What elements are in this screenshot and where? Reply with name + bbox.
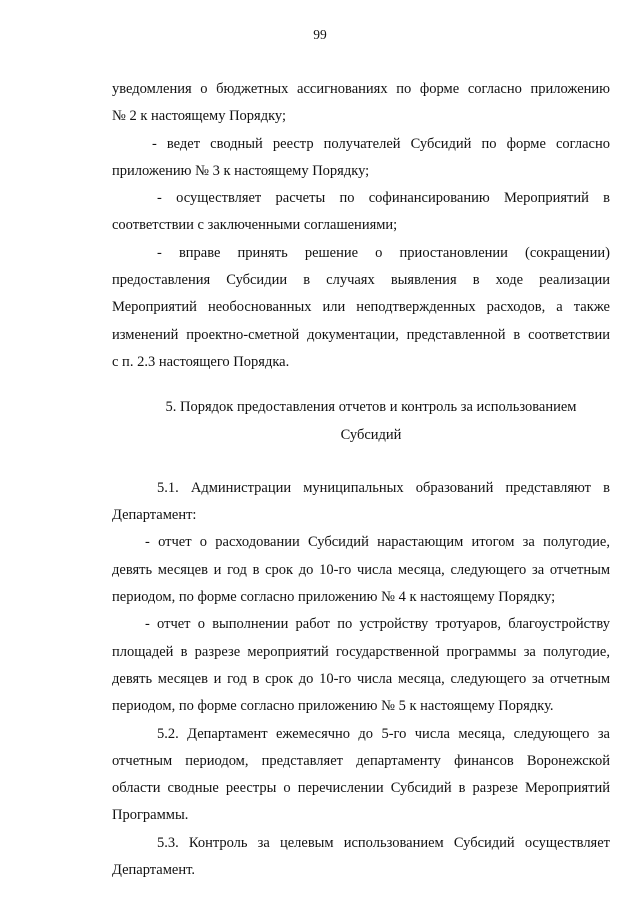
text-line: изменений проектно-сметной документации, представленной в соответствии: [112, 326, 610, 343]
document-body: [112, 76, 610, 884]
text-line: № 2 к настоящему Порядку;: [112, 108, 287, 125]
section-heading-line: 5. Порядок предоставления отчетов и контроль за использованием: [165, 399, 577, 416]
text-line: Департамент.: [112, 862, 195, 879]
paragraph-works-report: [112, 611, 610, 720]
text-line: периодом, по форме согласно приложению № 4 к настоящему Порядку;: [112, 589, 556, 606]
text-line: 5.1. Администрации муниципальных образований представляют в: [157, 479, 610, 496]
text-line: Департамент:: [112, 507, 197, 524]
text-line: периодом, по форме согласно приложению № 5 к настоящему Порядку.: [112, 698, 554, 715]
text-line: соответствии с заключенными соглашениями;: [112, 217, 398, 234]
paragraph-expenditure-report: [112, 529, 610, 611]
text-line: уведомления о бюджетных ассигнованиях по форме согласно приложению: [112, 81, 610, 97]
text-line: приложению № 3 к настоящему Порядку;: [112, 162, 370, 179]
page-number: 99: [313, 27, 327, 42]
text-line: - осуществляет расчеты по софинансированию Мероприятий в: [157, 190, 610, 207]
text-line: Мероприятий необоснованных или неподтвержденных расходов, а также: [112, 299, 610, 316]
text-line: отчетным периодом, представляет департаменту финансов Воронежской: [112, 752, 610, 769]
section-heading-line: Субсидий: [340, 426, 402, 443]
section-heading: [112, 394, 610, 449]
paragraph-5-1: [112, 475, 610, 530]
text-line: 5.3. Контроль за целевым использованием Субсидий осуществляет: [157, 834, 610, 851]
text-line: девять месяцев и год в срок до 10-го числа месяца, следующего за отчетным: [112, 670, 610, 687]
text-line: - отчет о выполнении работ по устройству тротуаров, благоустройству: [145, 616, 610, 633]
paragraph-5-2: [112, 721, 610, 830]
text-line: - отчет о расходовании Субсидий нарастающим итогом за полугодие,: [145, 534, 610, 551]
paragraph-registry: [112, 131, 610, 186]
paragraph-cofinancing: [112, 185, 610, 240]
text-line: площадей в разрезе мероприятий государственной программы за полугодие,: [112, 643, 610, 660]
text-line: с п. 2.3 настоящего Порядка.: [112, 353, 290, 370]
paragraph-suspension: [112, 240, 610, 376]
text-line: - ведет сводный реестр получателей Субсидий по форме согласно: [152, 135, 610, 152]
paragraph-5-3: [112, 830, 610, 885]
text-line: предоставления Субсидии в случаях выявления в ходе реализации: [112, 272, 610, 289]
spacer: [112, 449, 610, 475]
paragraph-notification-continuation: [112, 76, 610, 131]
text-line: области сводные реестры о перечислении Субсидий в разрезе Мероприятий: [112, 780, 610, 797]
text-line: Программы.: [112, 807, 189, 824]
text-line: - вправе принять решение о приостановлении (сокращении): [157, 244, 610, 261]
spacer: [112, 376, 610, 394]
text-line: девять месяцев и год в срок до 10-го числа месяца, следующего за отчетным: [112, 561, 610, 578]
text-line: 5.2. Департамент ежемесячно до 5-го числа месяца, следующего за: [157, 725, 610, 742]
